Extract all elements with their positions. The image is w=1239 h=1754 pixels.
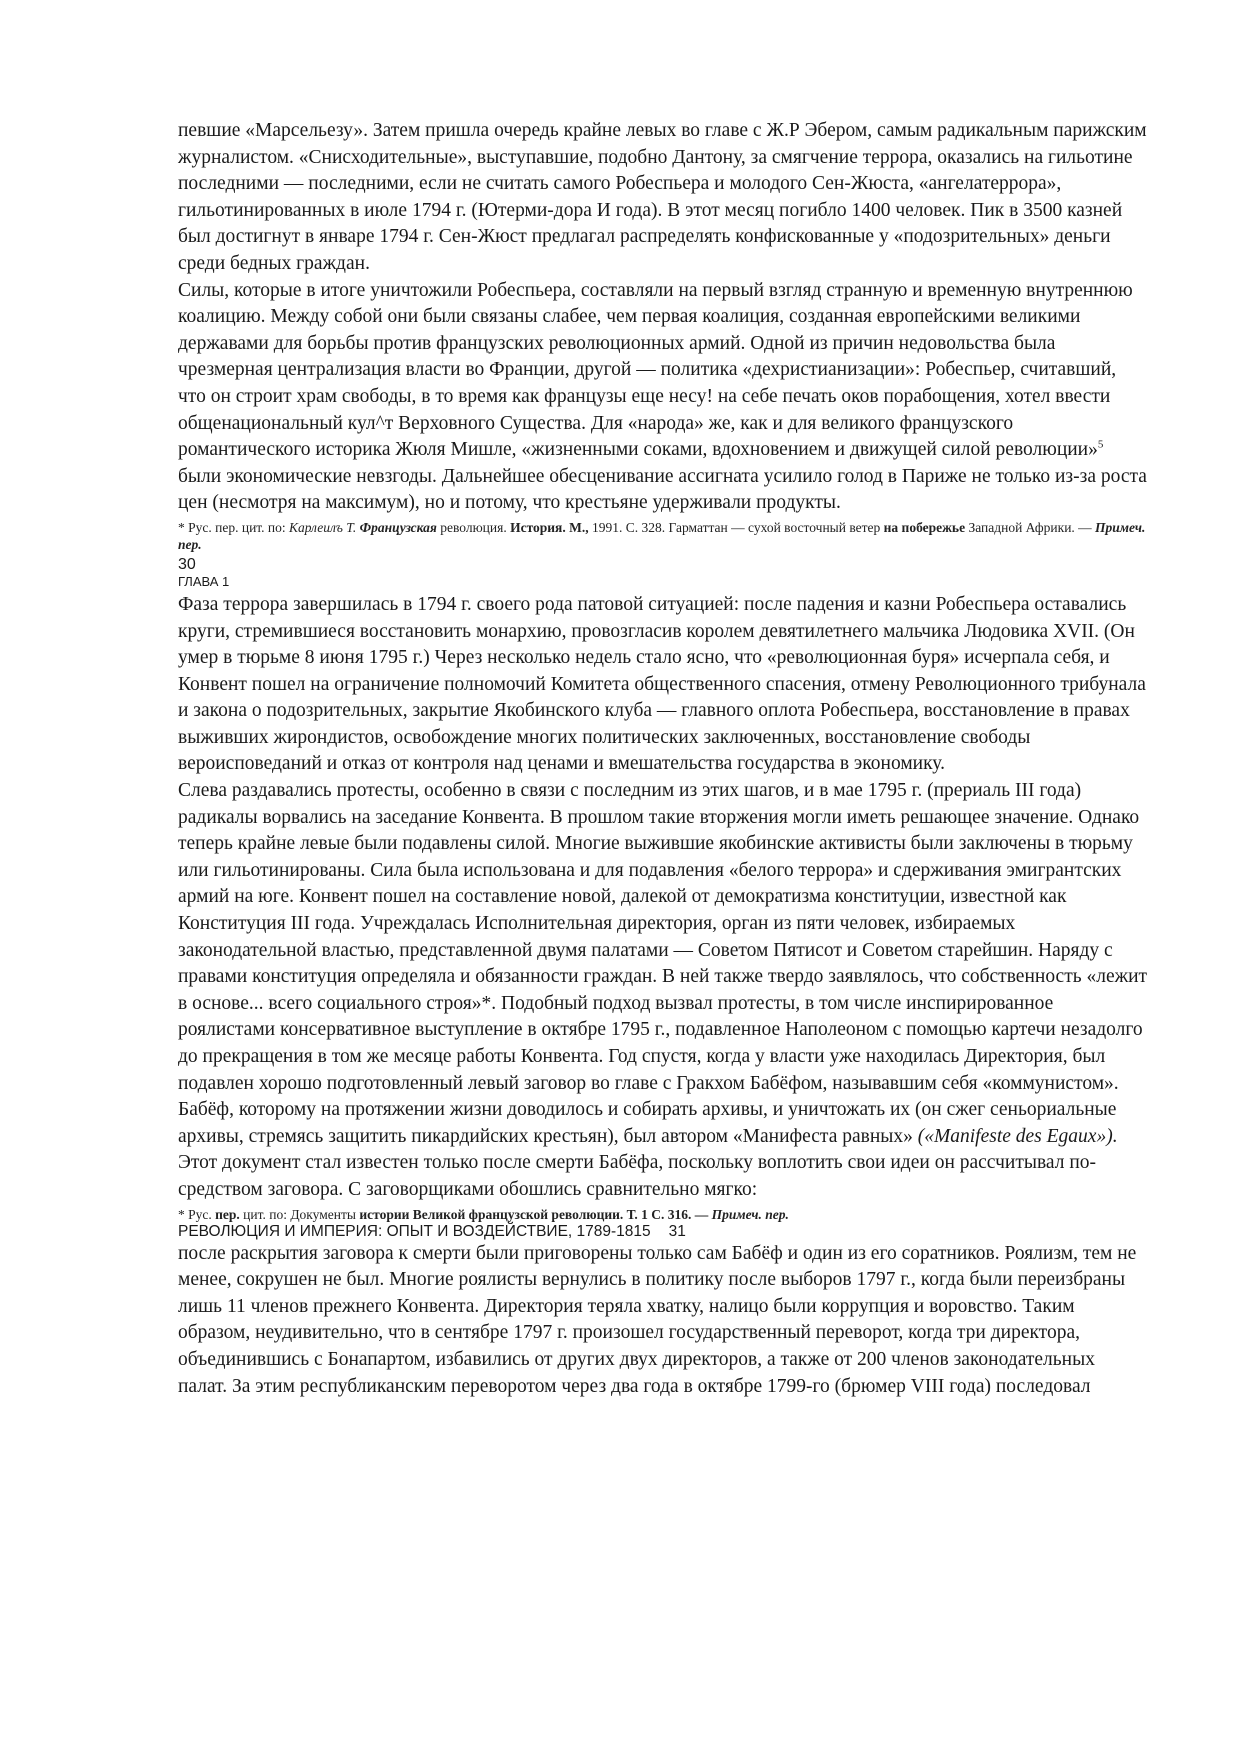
paragraph-italic-title: («Manifeste des Egaux»).	[917, 1125, 1118, 1147]
footnote-marker: 5	[1097, 438, 1104, 451]
footnote-documents	[178, 1206, 1148, 1223]
running-head-title: РЕВОЛЮЦИЯ И ИМПЕРИЯ: ОПЫТ И ВОЗДЕЙСТВИЕ, 1789-1815	[178, 1222, 651, 1240]
footnote-text: цит. по: Документы	[239, 1206, 360, 1222]
paragraph-marseillaise: певшие «Марсельезу». Затем пришла очередь крайне левых во главе с Ж.Р Эбером, самым радикальным парижским журналистом. «Снисходительные», выступавшие, подобно Дантону, за смягчение террора, оказались на гильотине последними — последними, если не считать самого Робеспьера и молодого Сен-Жюста, «ангелатеррора», гильотинированных в июле 1794 г. (Ютерми-дора И года). В этот месяц погибло 1400 человек. Пик в 3500 казней был достигнут в январе 1794 г. Сен-Жюст предлагал распределять конфискованные у «подозрительных» деньги среди бедных граждан.	[178, 120, 1147, 274]
paragraph-text: Слева раздавались протесты, особенно в связи с последним из этих шагов, и в мае 1795 г. (прериаль III года) радикалы ворвались на заседание Конвента. В прошлом такие вторжения могли иметь решающее значение. Однако теперь крайне левые были подавлены силой. Многие выжившие якобинские активисты были заключены в тюрьму или гильотинированы. Сила была использована и для подавления «белого террора» и сдерживания эмигрантских армий на юге. Конвент пошел на составление новой, далекой от демократизма конституции, известной как Конституция III года. Учреждалась Исполнительная директория, орган из пяти человек, избираемых законодательной властью, представленной двумя палатами — Советом Пятисот и Советом старейшин. Наряду с правами конституция определяла и обязанности граждан. В ней также твердо заявлялось, что собственность «лежит в основе... всего социального строя»*. Подобный подход вызвал протесты, в том числе инспирированное роялистами консервативное выступление в октябре 1795 г., подавленное Наполеоном с помощью картечи незадолго до прекращения в том же месяце работы Конвента. Год спустя, когда у власти уже находилась Директория, был подавлен хорошо подготовленный левый заговор во главе с Гракхом Бабёфом, называвшим себя «коммунистом». Бабёф, которому на протяжении жизни доводилось и собирать архивы, и уничтожать их (он сжег сеньориальные архивы, стремясь защитить пикардийских крестьян), был автором «Манифеста равных»	[178, 780, 1148, 1147]
footnote-text: Французская	[356, 519, 437, 535]
footnote-carlyle	[178, 519, 1148, 553]
paragraph-robespierre-coalition	[178, 278, 1148, 517]
paragraph-text: Силы, которые в итоге уничтожили Робеспьера, составляли на первый взгляд странную и временную внутреннюю коалицию. Между собой они были связаны слабее, чем первая коалиция, созданная европейскими великими державами для борьбы против французских революционных армий. Одной из причин недовольства была чрезмерная централизация власти во Франции, другой — политика «дехристианизации»: Робеспьер, считавший, что он строит храм свободы, в то время как французы еще несу! на себе печать оков порабощения, хотел ввести общенациональный кул^т Верховного Существа. Для «народа» же, как и для великого французского романтического историка Жюля Мишле, «жизненными соками, вдохновением и движущей силой революции»	[178, 279, 1133, 461]
paragraph-directory	[178, 778, 1148, 1204]
footnote-note: Примеч. пер.	[178, 519, 1146, 552]
footnote-text: * Рус.	[178, 1206, 216, 1222]
page-number: 31	[668, 1222, 686, 1240]
running-head-book	[178, 1223, 1148, 1241]
paragraph-text-end: были экономические невзгоды. Дальнейшее обесценивание ассигната усилило голод в Париже не только из-за роста цен (несмотря на максимум), но и потому, что крестьяне удерживали продукты.	[178, 465, 1147, 514]
footnote-text: истории Великой французской революции. Т. 1 С. 316. —	[359, 1206, 712, 1222]
footnote-author: Карлеилъ Т.	[289, 519, 357, 535]
footnote-text: История. М.,	[510, 519, 589, 535]
footnote-text: пер.	[215, 1206, 240, 1222]
footnote-note: Примеч. пер.	[711, 1206, 789, 1222]
footnote-text: Западной Африки. —	[965, 519, 1096, 535]
paragraph-terror-end: Фаза террора завершилась в 1794 г. своего рода патовой ситуацией: после падения и казни Робеспьера оставались круги, стремившиеся восстановить монархию, провозгласив королем девятилетнего мальчика Людовика XVII. (Он умер в тюрьме 8 июня 1795 г.) Через несколько недель стало ясно, что «революционная буря» исчерпала себя, и Конвент пошел на ограничение полномочий Комитета общественного спасения, отмену Революционного трибунала и закона о подозрительных, закрытие Якобинского клуба — главного оплота Робеспьера, восстановление в правах выживших жирондистов, освобождение многих политических заключенных, восстановление свободы вероисповеданий и отказ от контроля над ценами и вмешательства государства в экономику.	[178, 593, 1146, 775]
paragraph-text-end: Этот документ стал известен только после смерти Бабёфа, поскольку воплотить свои идеи он рассчитывал по-средством заговора. С заговорщиками обошлись сравнительно мягко:	[178, 1152, 1097, 1200]
footnote-text: * Рус. пер. цит. по:	[178, 519, 290, 535]
document-page	[178, 118, 1148, 1400]
running-head-chapter: ГЛАВА 1	[178, 573, 230, 589]
footnote-text: на побережье	[883, 519, 966, 535]
page-number: 30	[178, 555, 196, 573]
paragraph-royalism: после раскрытия заговора к смерти были приговорены только сам Бабёф и один из его соратников. Роялизм, тем не менее, сокрушен не был. Многие роялисты вернулись в политику после выборов 1797 г., когда были переизбраны лишь 11 членов прежнего Конвента. Директория теряла хватку, налицо были коррупция и воровство. Таким образом, неудивительно, что в сентябре 1797 г. произошел государственный переворот, когда три директора, объединившись с Бонапартом, избавились от других двух директоров, а также от 200 членов законодательных палат. За этим республиканским переворотом через два года в октябре 1799-го (брюмер VIII года) последовал	[178, 1242, 1137, 1397]
footnote-text: революция.	[436, 519, 511, 535]
footnote-text: 1991. С. 328. Гарматтан — сухой восточный ветер	[588, 519, 884, 535]
